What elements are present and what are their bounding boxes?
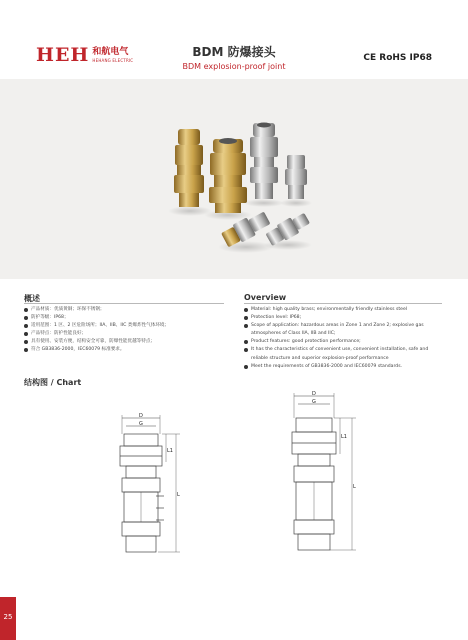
structure-drawing-right bbox=[268, 390, 368, 560]
list-item: 产品特点：防护性能良好； bbox=[24, 330, 229, 338]
dim-label-d: D bbox=[139, 413, 143, 419]
dim-label-g-right: G bbox=[312, 399, 316, 405]
features-list-cn bbox=[24, 306, 229, 355]
bullet-icon bbox=[24, 308, 28, 312]
structure-drawing-left bbox=[100, 412, 195, 560]
page-title-en: BDM explosion-proof joint bbox=[182, 62, 286, 71]
list-item: It has the characteristics of convenient use, convenient installation, safe and reliable structure and superior explosion-proof performance bbox=[244, 346, 442, 362]
bullet-icon bbox=[244, 316, 248, 320]
brand-mark: HEH bbox=[36, 44, 90, 66]
product-photo-illustration bbox=[0, 79, 468, 279]
bullet-icon bbox=[244, 365, 248, 369]
list-item: Meet the requirements of GB3836-2000 and IEC60079 standards. bbox=[244, 363, 442, 371]
dim-label-l1-right: L1 bbox=[341, 434, 347, 440]
list-item: Product features: good protection performance; bbox=[244, 338, 442, 346]
list-item: Protection level: IP68; bbox=[244, 314, 442, 322]
list-item: Material: high quality brass; environmentally friendly stainless steel bbox=[244, 306, 442, 314]
bullet-icon bbox=[24, 348, 28, 352]
bullet-icon bbox=[244, 348, 248, 352]
features-list-en bbox=[244, 306, 442, 371]
bullet-icon bbox=[24, 332, 28, 336]
overview-heading-cn: 概述 bbox=[24, 294, 40, 303]
dim-label-l-right: L bbox=[353, 484, 356, 490]
dim-label-l1: L1 bbox=[167, 448, 173, 454]
list-item: 防护等级：IP68； bbox=[24, 314, 229, 322]
bullet-icon bbox=[24, 316, 28, 320]
certification-marks: CE RoHS IP68 bbox=[363, 53, 432, 63]
product-photo bbox=[0, 79, 468, 279]
divider-en bbox=[244, 303, 442, 304]
bullet-icon bbox=[244, 324, 248, 328]
bullet-icon bbox=[244, 308, 248, 312]
brand-name-en: HEHANG ELECTRIC bbox=[92, 57, 134, 63]
dim-label-g: G bbox=[139, 421, 143, 427]
list-item: Scope of application: hazardous areas in Zone 1 and Zone 2; explosive gas atmospheres of Class IIA, IIB and IIC; bbox=[244, 322, 442, 338]
page-title-cn: BDM 防爆接头 bbox=[192, 45, 276, 59]
overview-heading-en: Overview bbox=[244, 293, 287, 302]
dim-label-l: L bbox=[177, 492, 180, 498]
brand-name-cn: 和航电气 bbox=[92, 46, 129, 57]
divider-cn bbox=[24, 303, 224, 304]
dim-label-d-right: D bbox=[312, 391, 316, 397]
bullet-icon bbox=[244, 340, 248, 344]
bullet-icon bbox=[24, 340, 28, 344]
list-item: 符合 GB3836-2000，IEC60079 标准要求。 bbox=[24, 346, 229, 354]
list-item: 适用范围：1 区、2 区危险场所；IIA、IIB、IIC 类爆炸性气体环境； bbox=[24, 322, 229, 330]
list-item: 具有使用、安装方便，结构安全可靠，防爆性能优越等特点； bbox=[24, 338, 229, 346]
list-item: 产品材质：优质黄铜；环保不锈钢； bbox=[24, 306, 229, 314]
chart-heading: 结构图 / Chart bbox=[24, 378, 82, 387]
page-number: 25 bbox=[3, 613, 13, 621]
bullet-icon bbox=[24, 324, 28, 328]
